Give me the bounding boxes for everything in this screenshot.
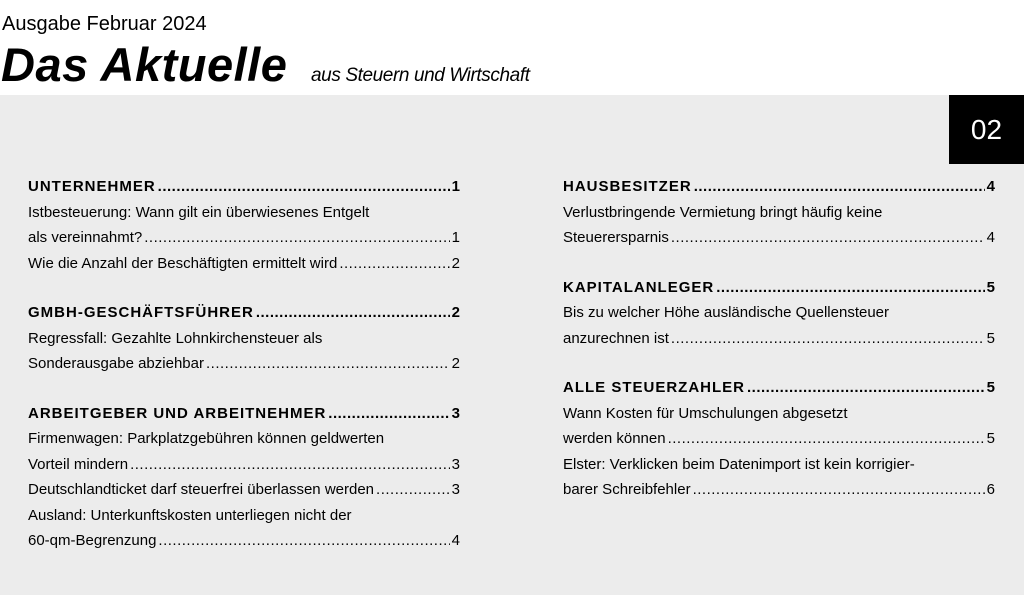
toc-entry[interactable] — [28, 200, 460, 226]
toc-section — [563, 174, 995, 251]
toc-page-number: 3 — [451, 455, 460, 473]
toc-entry-text: werden können — [563, 430, 666, 447]
toc-section-heading[interactable] — [563, 375, 995, 401]
toc-entry[interactable] — [28, 351, 460, 377]
toc-section-heading-text: GMBH-GESCHÄFTSFÜHRER — [28, 304, 254, 321]
toc-column-right — [563, 174, 995, 527]
toc-entry-text: Wann Kosten für Umschulungen abgesetzt — [563, 404, 848, 422]
dot-leader — [328, 401, 449, 427]
dot-leader — [671, 225, 985, 251]
table-of-contents-panel — [0, 95, 1024, 595]
toc-entry-text: Deutschlandticket darf steuerfrei überlassen werden — [28, 481, 375, 498]
toc-page-number: 4 — [986, 178, 995, 195]
toc-entry-text: Verlustbringende Vermietung bringt häufig keine — [563, 203, 883, 221]
dot-leader — [376, 477, 450, 503]
toc-entry[interactable] — [28, 225, 460, 251]
toc-entry-text: Sonderausgabe abziehbar — [28, 355, 204, 372]
toc-entry[interactable] — [563, 225, 995, 251]
dot-leader — [671, 326, 985, 352]
toc-entry[interactable] — [28, 326, 460, 352]
toc-entry-text: Istbesteuerung: Wann gilt ein überwiesenes Entgelt — [28, 203, 370, 221]
dot-leader — [693, 477, 985, 503]
toc-section-heading[interactable] — [28, 174, 460, 200]
toc-entry[interactable] — [28, 477, 460, 503]
toc-page-number: 3 — [451, 481, 460, 498]
dot-leader — [144, 225, 449, 251]
dot-leader — [256, 300, 450, 326]
toc-page-number: 4 — [986, 229, 995, 246]
toc-entry[interactable] — [563, 452, 995, 478]
toc-entry-text: Firmenwagen: Parkplatzgebühren können geldwerten — [28, 430, 385, 447]
toc-entry[interactable] — [563, 200, 995, 226]
toc-page-number: 5 — [986, 329, 995, 347]
toc-entry-text: Wie die Anzahl der Beschäftigten ermittelt wird — [28, 254, 338, 272]
newsletter-title: Das Aktuelle — [1, 38, 288, 91]
toc-entry[interactable] — [563, 326, 995, 352]
dot-leader — [158, 528, 449, 554]
toc-section-heading[interactable] — [563, 275, 995, 301]
toc-page-number: 2 — [451, 254, 460, 272]
toc-page-number: 6 — [986, 481, 995, 498]
toc-entry-text: Steuerersparnis — [563, 229, 669, 246]
dot-leader — [668, 426, 985, 452]
toc-page-number: 5 — [986, 430, 995, 447]
toc-page-number: 1 — [451, 229, 460, 246]
toc-page-number: 5 — [986, 278, 995, 296]
toc-page-number: 3 — [451, 404, 460, 422]
toc-entry-text: Ausland: Unterkunftskosten unterliegen nicht der — [28, 506, 352, 524]
toc-section — [563, 275, 995, 352]
toc-section-heading-text: ARBEITGEBER UND ARBEITNEHMER — [28, 404, 327, 422]
page-number-badge: 02 — [949, 95, 1024, 164]
toc-section — [563, 375, 995, 503]
toc-section-heading[interactable] — [28, 401, 460, 427]
toc-entry[interactable] — [28, 503, 460, 529]
toc-page-number: 4 — [451, 532, 460, 549]
toc-entry-text: Regressfall: Gezahlte Lohnkirchensteuer als — [28, 329, 323, 347]
toc-entry[interactable] — [28, 452, 460, 478]
toc-entry[interactable] — [563, 477, 995, 503]
newsletter-subtitle: aus Steuern und Wirtschaft — [311, 65, 530, 86]
toc-page-number: 2 — [451, 304, 460, 321]
toc-section-heading-text: KAPITALANLEGER — [563, 278, 715, 296]
toc-entry[interactable] — [563, 426, 995, 452]
toc-entry-text: 60-qm-Begrenzung — [28, 532, 157, 549]
dot-leader — [716, 275, 984, 301]
toc-section — [28, 174, 460, 276]
toc-entry-text: als vereinnahmt? — [28, 229, 143, 246]
dot-leader — [130, 452, 450, 478]
toc-entry-text: anzurechnen ist — [563, 329, 669, 347]
dot-leader — [206, 351, 450, 377]
toc-entry[interactable] — [28, 426, 460, 452]
toc-page-number: 5 — [986, 379, 995, 396]
toc-section-heading[interactable] — [28, 300, 460, 326]
dot-leader — [339, 251, 449, 277]
toc-entry[interactable] — [28, 528, 460, 554]
newsletter-header — [0, 0, 1024, 95]
toc-page-number: 2 — [451, 355, 460, 372]
toc-section — [28, 401, 460, 554]
toc-page-number: 1 — [451, 178, 460, 195]
toc-column-left — [28, 174, 460, 578]
toc-entry[interactable] — [563, 300, 995, 326]
toc-entry[interactable] — [563, 401, 995, 427]
toc-section — [28, 300, 460, 377]
toc-section-heading-text: ALLE STEUERZAHLER — [563, 379, 745, 396]
toc-entry-text: Elster: Verklicken beim Datenimport ist kein korrigier- — [563, 455, 915, 473]
dot-leader — [158, 174, 450, 200]
toc-section-heading-text: HAUSBESITZER — [563, 178, 692, 195]
toc-entry-text: Vorteil mindern — [28, 455, 129, 473]
toc-entry-text: barer Schreibfehler — [563, 481, 691, 498]
issue-label: Ausgabe Februar 2024 — [2, 13, 207, 35]
toc-section-heading[interactable] — [563, 174, 995, 200]
toc-section-heading-text: UNTERNEHMER — [28, 178, 156, 195]
dot-leader — [694, 174, 985, 200]
toc-entry-text: Bis zu welcher Höhe ausländische Quellensteuer — [563, 304, 890, 321]
toc-entry[interactable] — [28, 251, 460, 277]
dot-leader — [747, 375, 985, 401]
